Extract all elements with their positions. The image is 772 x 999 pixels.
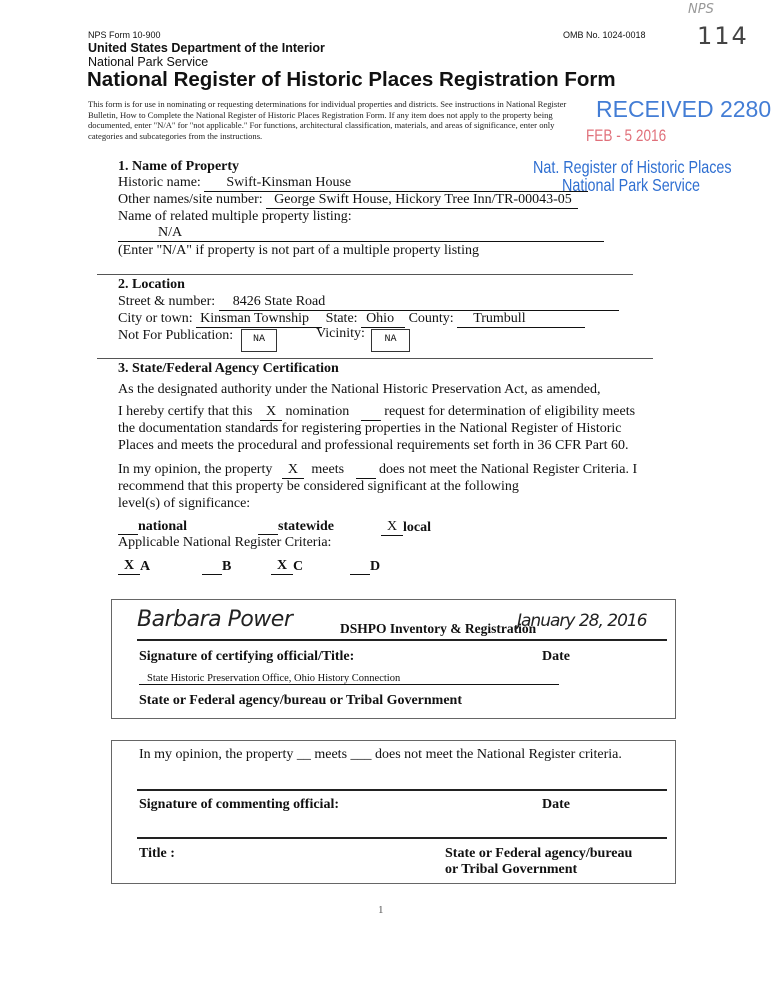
received-stamp: RECEIVED 2280	[596, 96, 772, 122]
request-label: request for determination of eligibility meets	[384, 404, 636, 419]
criteria-a[interactable]	[118, 558, 150, 575]
certifying-agency-label: State or Federal agency/bureau or Tribal Government	[139, 693, 463, 708]
instructions-paragraph	[88, 99, 566, 141]
instructions-line: categories and subcategories from the instructions.	[88, 130, 263, 141]
national-checkbox[interactable]	[118, 520, 138, 535]
section-divider	[97, 274, 633, 275]
city-label: City or town:	[118, 311, 193, 326]
service-name: National Park Service	[88, 55, 209, 69]
statewide-label: statewide	[278, 519, 334, 534]
county-label: County:	[408, 311, 454, 326]
commenting-signature-line	[137, 789, 667, 791]
recommend-line2: recommend that this property be considered significant at the following	[118, 479, 519, 494]
related-listing-note: (Enter "N/A" if property is not part of a multiple property listing	[118, 243, 479, 258]
criteria-a-checkbox[interactable]: X	[118, 558, 140, 575]
significance-local[interactable]	[381, 519, 431, 536]
historic-name-label: Historic name:	[118, 175, 201, 190]
page-number: 1	[378, 904, 384, 916]
request-checkbox[interactable]	[361, 406, 381, 421]
register-stamp-line1: Nat. Register of Historic Places	[533, 157, 732, 177]
commenting-title-label: Title :	[139, 846, 175, 861]
meets-label: meets	[311, 462, 345, 477]
commenting-agency-label-line2: or Tribal Government	[445, 862, 578, 877]
certifying-official-title: DSHPO Inventory & Registration	[340, 621, 537, 636]
not-meets-checkbox[interactable]	[356, 464, 376, 479]
instructions-line: documented, enter "N/A" for "not applicable." For functions, architectural classification, materials, and areas of significance, enter only	[88, 120, 555, 131]
handwritten-nps-note: NPS	[688, 2, 714, 17]
significance-statewide[interactable]	[258, 519, 334, 535]
commenting-agency-label-line1: State or Federal agency/bureau	[445, 846, 633, 861]
instructions-line: This form is for use in nominating or requesting determinations for individual properties and districts. See instructions in National Register	[88, 99, 567, 109]
certify-line2: the documentation standards for registering properties in the National Register of Historic	[118, 421, 622, 436]
other-names-label: Other names/site number:	[118, 192, 263, 207]
certifying-agency-field[interactable]: State Historic Preservation Office, Ohio History Connection	[139, 673, 559, 685]
not-for-publication-label: Not For Publication:	[118, 328, 234, 343]
commenting-signature-label: Signature of commenting official:	[139, 797, 339, 812]
criteria-c-checkbox[interactable]: X	[271, 558, 293, 575]
related-listing-field[interactable]: N/A	[118, 225, 604, 242]
street-row	[118, 294, 619, 311]
commenting-date-label: Date	[542, 797, 570, 812]
criteria-d-label: D	[370, 559, 381, 574]
historic-name-row	[118, 175, 588, 192]
county-field[interactable]: Trumbull	[457, 311, 585, 328]
register-stamp-line2: National Park Service	[562, 175, 700, 195]
handwritten-page-number: 114	[697, 22, 749, 50]
vicinity-box[interactable]: NA	[371, 329, 410, 352]
certify-line3: Places and meets the procedural and professional requirements set forth in 36 CFR Part 60.	[118, 438, 629, 453]
form-number: NPS Form 10-900	[88, 30, 161, 40]
opinion-row	[118, 462, 637, 479]
other-names-field[interactable]: George Swift House, Hickory Tree Inn/TR-00043-05	[266, 192, 578, 209]
significance-national[interactable]	[118, 519, 187, 535]
criteria-d[interactable]	[350, 558, 380, 575]
criteria-c-label: C	[293, 559, 304, 574]
certifying-signature-line	[137, 639, 667, 641]
criteria-c[interactable]	[271, 558, 303, 575]
statewide-checkbox[interactable]	[258, 520, 278, 535]
national-label: national	[138, 519, 188, 534]
criteria-b-label: B	[222, 559, 232, 574]
nomination-checkbox[interactable]: X	[260, 404, 282, 421]
page-title: National Register of Historic Places Registration Form	[87, 68, 616, 91]
historic-name-field[interactable]: Swift-Kinsman House	[204, 175, 588, 192]
section1-heading: 1. Name of Property	[118, 159, 240, 174]
department-name: United States Department of the Interior	[88, 41, 325, 55]
vicinity-label: Vicinity:	[316, 326, 365, 341]
instructions-line: Bulletin, How to Complete the National Register of Historic Places Registration Form. If any item does not apply to the property being	[88, 109, 553, 120]
state-label: State:	[325, 311, 358, 326]
state-field[interactable]: Ohio	[361, 311, 405, 328]
opinion-prefix: In my opinion, the property	[118, 462, 273, 477]
certify-row	[118, 404, 635, 421]
authority-text: As the designated authority under the National Historic Preservation Act, as amended,	[118, 382, 601, 397]
nomination-label: nomination	[285, 404, 350, 419]
criteria-label: Applicable National Register Criteria:	[118, 535, 332, 550]
certifying-signature-label: Signature of certifying official/Title:	[139, 649, 355, 664]
section-divider	[97, 358, 653, 359]
certifying-date-label: Date	[542, 649, 570, 664]
received-date-stamp: FEB - 5 2016	[586, 126, 667, 145]
criteria-b[interactable]	[202, 558, 231, 575]
section3-heading: 3. State/Federal Agency Certification	[118, 361, 339, 376]
certifying-signature[interactable]: Barbara Power	[137, 607, 293, 632]
meets-checkbox[interactable]: X	[282, 462, 304, 479]
local-checkbox[interactable]: X	[381, 519, 403, 536]
criteria-a-label: A	[140, 559, 151, 574]
commenting-opinion-text: In my opinion, the property __ meets ___ does not meet the National Register criteria.	[139, 747, 622, 762]
recommend-line3: level(s) of significance:	[118, 496, 251, 511]
other-names-row	[118, 192, 578, 209]
street-label: Street & number:	[118, 294, 216, 309]
criteria-d-checkbox[interactable]	[350, 558, 370, 575]
local-label: local	[403, 520, 431, 535]
certifying-date[interactable]: January 28, 2016	[517, 611, 647, 631]
certify-prefix: I hereby certify that this	[118, 404, 253, 419]
related-listing-label: Name of related multiple property listing:	[118, 209, 352, 224]
commenting-title-line	[137, 837, 667, 839]
city-field[interactable]: Kinsman Township	[196, 311, 322, 328]
criteria-b-checkbox[interactable]	[202, 558, 222, 575]
not-meets-label: does not meet the National Register Criteria. I	[379, 462, 638, 477]
omb-number: OMB No. 1024-0018	[563, 30, 646, 40]
street-field[interactable]: 8426 State Road	[219, 294, 619, 311]
not-for-publication-box[interactable]: NA	[241, 329, 277, 352]
section2-heading: 2. Location	[118, 277, 185, 292]
